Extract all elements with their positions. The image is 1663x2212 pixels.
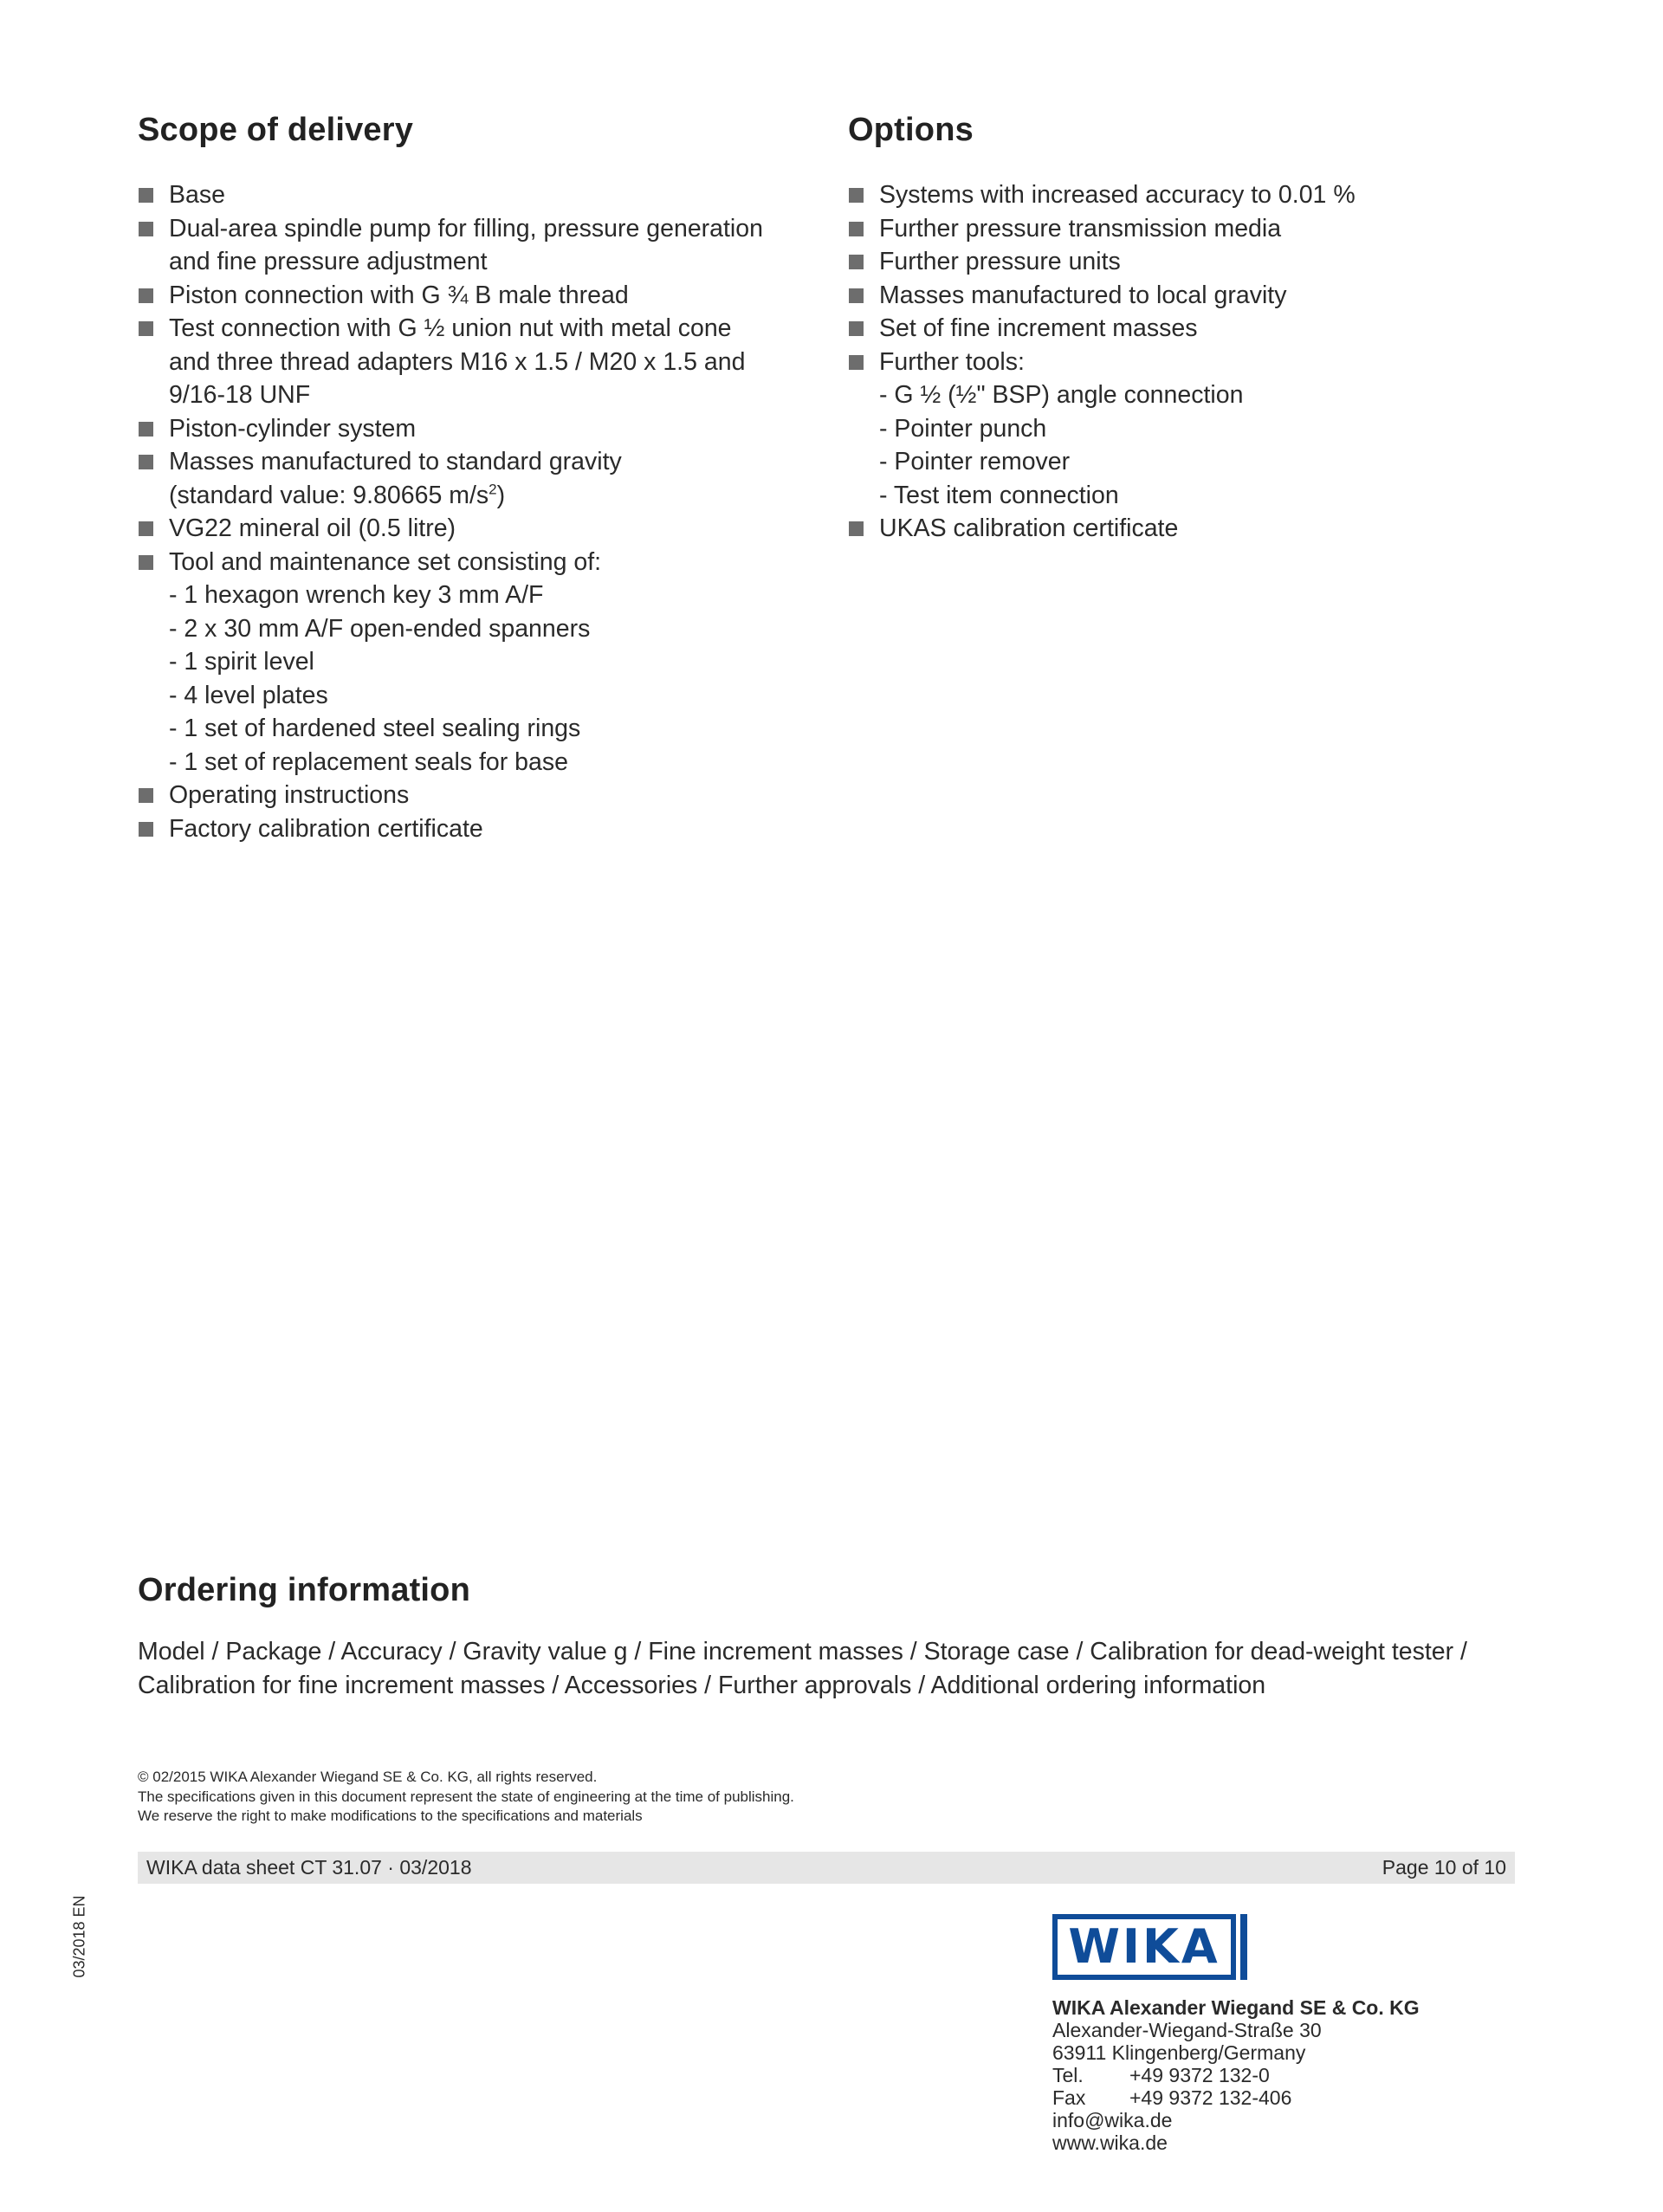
- list-item-continuation: [848, 378, 1524, 412]
- list-item: [848, 279, 1524, 313]
- options-section: [848, 106, 1524, 546]
- list-item-text: Masses manufactured to standard gravity: [169, 448, 622, 475]
- list-item-continuation: [848, 412, 1524, 446]
- list-item: [138, 445, 796, 479]
- list-item: [138, 279, 796, 313]
- fax-label: Fax: [1052, 2086, 1086, 2109]
- list-item-text: - Pointer punch: [879, 414, 1047, 443]
- tel-number: +49 9372 132-0: [1129, 2064, 1270, 2086]
- ordering-text: [138, 1635, 1489, 1702]
- list-item-text: (standard value: 9.80665 m/s: [169, 481, 489, 509]
- list-item-text: UKAS calibration certificate: [879, 514, 1179, 542]
- list-item-text: Operating instructions: [169, 781, 410, 809]
- ordering-title: Ordering information: [138, 1572, 470, 1608]
- scope-of-delivery-section: [138, 106, 796, 845]
- ordering-line-2: Calibration for fine increment masses / Accessories / Further approvals / Additional ordering information: [138, 1671, 1266, 1699]
- list-item-continuation: [138, 645, 796, 679]
- list-item-text: - 1 hexagon wrench key 3 mm A/F: [169, 581, 544, 609]
- options-list: [848, 178, 1524, 546]
- list-item-text: - 1 set of replacement seals for base: [169, 747, 568, 776]
- list-item-continuation: [848, 445, 1524, 479]
- legal-line: The specifications given in this document represent the state of engineering at the time of publishing.: [138, 1788, 794, 1805]
- datasheet-ref: WIKA data sheet CT 31.07 · 03/2018: [146, 1856, 472, 1879]
- company-email[interactable]: info@wika.de: [1052, 2109, 1173, 2131]
- company-city: 63911 Klingenberg/Germany: [1052, 2041, 1306, 2064]
- list-item-text: Further tools:: [879, 347, 1025, 376]
- side-doc-code: 03/2018 EN: [70, 1895, 88, 1978]
- list-item-text: Further pressure units: [879, 248, 1121, 275]
- ordering-line-1: Model / Package / Accuracy / Gravity value g / Fine increment masses / Storage case / Calibration for dead-weight tester /: [138, 1638, 1467, 1665]
- list-item: [138, 412, 796, 446]
- wika-logo-text: WIKA: [1052, 1914, 1236, 1980]
- list-item: [848, 245, 1524, 279]
- list-item-continuation: [138, 612, 796, 646]
- company-name: WIKA Alexander Wiegand SE & Co. KG: [1052, 1996, 1420, 2019]
- list-item: [848, 512, 1524, 546]
- list-item-text: VG22 mineral oil (0.5 litre): [169, 514, 456, 542]
- list-item-text: 9/16-18 UNF: [169, 381, 311, 409]
- scope-title: Scope of delivery: [138, 112, 414, 148]
- list-item: [848, 346, 1524, 379]
- list-item-text: - G ½ (½" BSP) angle connection: [879, 381, 1244, 409]
- list-item-text: Test connection with G ½ union nut with metal cone: [169, 314, 732, 342]
- list-item-text: - 1 set of hardened steel sealing rings: [169, 715, 581, 742]
- company-address: [1052, 1996, 1420, 2154]
- list-item-text: - 2 x 30 mm A/F open-ended spanners: [169, 614, 591, 643]
- list-item: [138, 512, 796, 546]
- list-item-text: Set of fine increment masses: [879, 314, 1198, 342]
- list-item-continuation: [138, 346, 796, 379]
- list-item: [138, 546, 796, 579]
- legal-line: © 02/2015 WIKA Alexander Wiegand SE & Co. KG, all rights reserved.: [138, 1769, 598, 1785]
- legal-line: We reserve the right to make modifications to the specifications and materials: [138, 1808, 643, 1824]
- superscript: 2: [489, 481, 497, 497]
- list-item-text: Dual-area spindle pump for filling, pressure generation: [169, 214, 763, 243]
- list-item-text: Systems with increased accuracy to 0.01 %: [879, 181, 1356, 209]
- list-item-text: - 4 level plates: [169, 681, 328, 709]
- list-item-continuation: [138, 378, 796, 412]
- list-item: [138, 812, 796, 846]
- list-item-continuation: [138, 712, 796, 746]
- list-item: [138, 312, 796, 346]
- tel-label: Tel.: [1052, 2064, 1084, 2086]
- list-item: [138, 212, 796, 246]
- list-item-text: Masses manufactured to local gravity: [879, 281, 1287, 309]
- page-number: Page 10 of 10: [1382, 1856, 1506, 1879]
- list-item-text: Piston-cylinder system: [169, 414, 417, 443]
- list-item: [848, 212, 1524, 246]
- scope-list: [138, 178, 796, 845]
- list-item-continuation: [138, 679, 796, 713]
- list-item-continuation: [138, 579, 796, 612]
- list-item-text: - Pointer remover: [879, 448, 1071, 475]
- list-item-text: Piston connection with G ¾ B male thread: [169, 281, 629, 309]
- list-item-continuation: [138, 245, 796, 279]
- list-item-text: and fine pressure adjustment: [169, 248, 488, 275]
- ordering-section: [138, 1566, 1524, 1702]
- list-item-text: Further pressure transmission media: [879, 214, 1282, 243]
- list-item-text: and three thread adapters M16 x 1.5 / M20 x 1.5 and: [169, 347, 746, 376]
- company-tel: [1052, 2064, 1420, 2086]
- company-street: Alexander-Wiegand-Straße 30: [1052, 2019, 1322, 2041]
- list-item-text: Tool and maintenance set consisting of:: [169, 547, 602, 576]
- list-item-text: Base: [169, 181, 225, 209]
- list-item-suffix: ): [496, 481, 506, 509]
- options-title: Options: [848, 112, 974, 148]
- list-item: [848, 312, 1524, 346]
- company-website[interactable]: www.wika.de: [1052, 2131, 1168, 2154]
- legal-notice: [138, 1768, 794, 1827]
- list-item-text: - 1 spirit level: [169, 648, 314, 676]
- list-item-continuation: [848, 479, 1524, 513]
- company-fax: [1052, 2086, 1420, 2109]
- list-item: [138, 779, 796, 812]
- list-item-text: - Test item connection: [879, 481, 1119, 509]
- wika-logo-stripe: [1240, 1914, 1247, 1980]
- list-item-continuation: [138, 479, 796, 513]
- list-item: [848, 178, 1524, 212]
- fax-number: +49 9372 132-406: [1129, 2086, 1292, 2109]
- list-item-text: Factory calibration certificate: [169, 814, 483, 843]
- wika-logo: [1052, 1914, 1247, 1980]
- footer-bar: [138, 1852, 1515, 1884]
- list-item: [138, 178, 796, 212]
- list-item-continuation: [138, 746, 796, 779]
